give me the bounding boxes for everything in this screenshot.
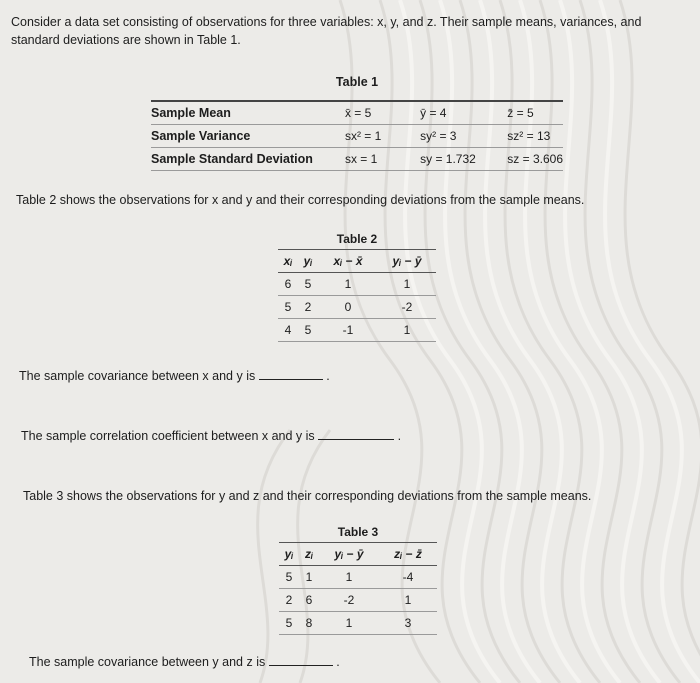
x-variance: sx² = 1 [345,125,406,148]
cell: 3 [379,612,437,635]
x-mean: x̄ = 5 [345,101,406,125]
y-stddev: sy = 1.732 [406,148,501,171]
cell: 1 [378,319,436,342]
intro-paragraph: Consider a data set consisting of observations for three variables: x, y, and z. Their sample means, variances, and standard deviations are shown in Table 1. [11,15,642,47]
z-mean: z̄ = 5 [501,101,563,125]
cell: 6 [278,273,298,296]
table-1-row-mean [151,101,563,125]
table-1-title: Table 1 [335,75,379,89]
cell: 1 [378,273,436,296]
table-row [279,589,437,612]
question-text: The sample covariance between x and y is [19,369,256,383]
cell: 5 [298,273,318,296]
table-1 [151,72,563,171]
cell: 6 [299,589,319,612]
cell: 5 [279,612,299,635]
cell: -2 [378,296,436,319]
table-3 [279,522,437,635]
table-row [278,296,436,319]
cell: 1 [319,566,379,589]
table-row [279,566,437,589]
table-3-intro: Table 3 shows the observations for y and z and their corresponding deviations from the sample means. [23,489,592,503]
cell: -1 [318,319,378,342]
cell: 4 [278,319,298,342]
row-label: Sample Standard Deviation [151,148,345,171]
question-covariance-xy [19,367,330,385]
cell: 1 [379,589,437,612]
table-row [278,273,436,296]
question-covariance-yz [29,653,340,671]
period: . [326,369,330,383]
cell: 5 [298,319,318,342]
period: . [397,429,402,443]
table-2-intro: Table 2 shows the observations for x and y and their corresponding deviations from the sample means. [16,193,585,207]
header-zi: zᵢ [299,543,319,566]
cell: 1 [318,273,378,296]
cell: -2 [319,589,379,612]
cell: 0 [318,296,378,319]
cell: 8 [299,612,319,635]
cell: 2 [279,589,299,612]
table-3-title: Table 3 [337,525,379,539]
row-label: Sample Mean [151,101,345,125]
cell: 2 [298,296,318,319]
question-text: The sample covariance between y and z is [29,655,266,669]
y-variance: sy² = 3 [406,125,501,148]
period: . [336,655,340,669]
question-correlation-xy [21,427,401,445]
table-1-row-stddev [151,148,563,171]
answer-blank-cov-xy[interactable] [259,367,323,380]
cell: 1 [319,612,379,635]
header-z-dev: zᵢ − z̄ [379,543,437,566]
cell: 1 [299,566,319,589]
header-x-dev: xᵢ − x̄ [318,250,378,273]
x-stddev: sx = 1 [345,148,406,171]
table-row [278,319,436,342]
question-text: The sample correlation coefficient between x and y is [21,429,315,443]
y-mean: ȳ = 4 [406,101,501,125]
table-1-row-variance [151,125,563,148]
header-yi: yᵢ [279,543,299,566]
z-variance: sz² = 13 [501,125,563,148]
table-2-title: Table 2 [336,232,378,246]
answer-blank-corr-xy[interactable] [318,427,394,440]
header-y-dev: yᵢ − ȳ [378,250,436,273]
cell: 5 [279,566,299,589]
cell: -4 [379,566,437,589]
header-yi: yᵢ [298,250,318,273]
z-stddev: sz = 3.606 [501,148,563,171]
header-xi: xᵢ [278,250,298,273]
row-label: Sample Variance [151,125,345,148]
cell: 5 [278,296,298,319]
table-2 [278,229,436,342]
table-row [279,612,437,635]
header-y-dev: yᵢ − ȳ [319,543,379,566]
answer-blank-cov-yz[interactable] [269,653,333,666]
